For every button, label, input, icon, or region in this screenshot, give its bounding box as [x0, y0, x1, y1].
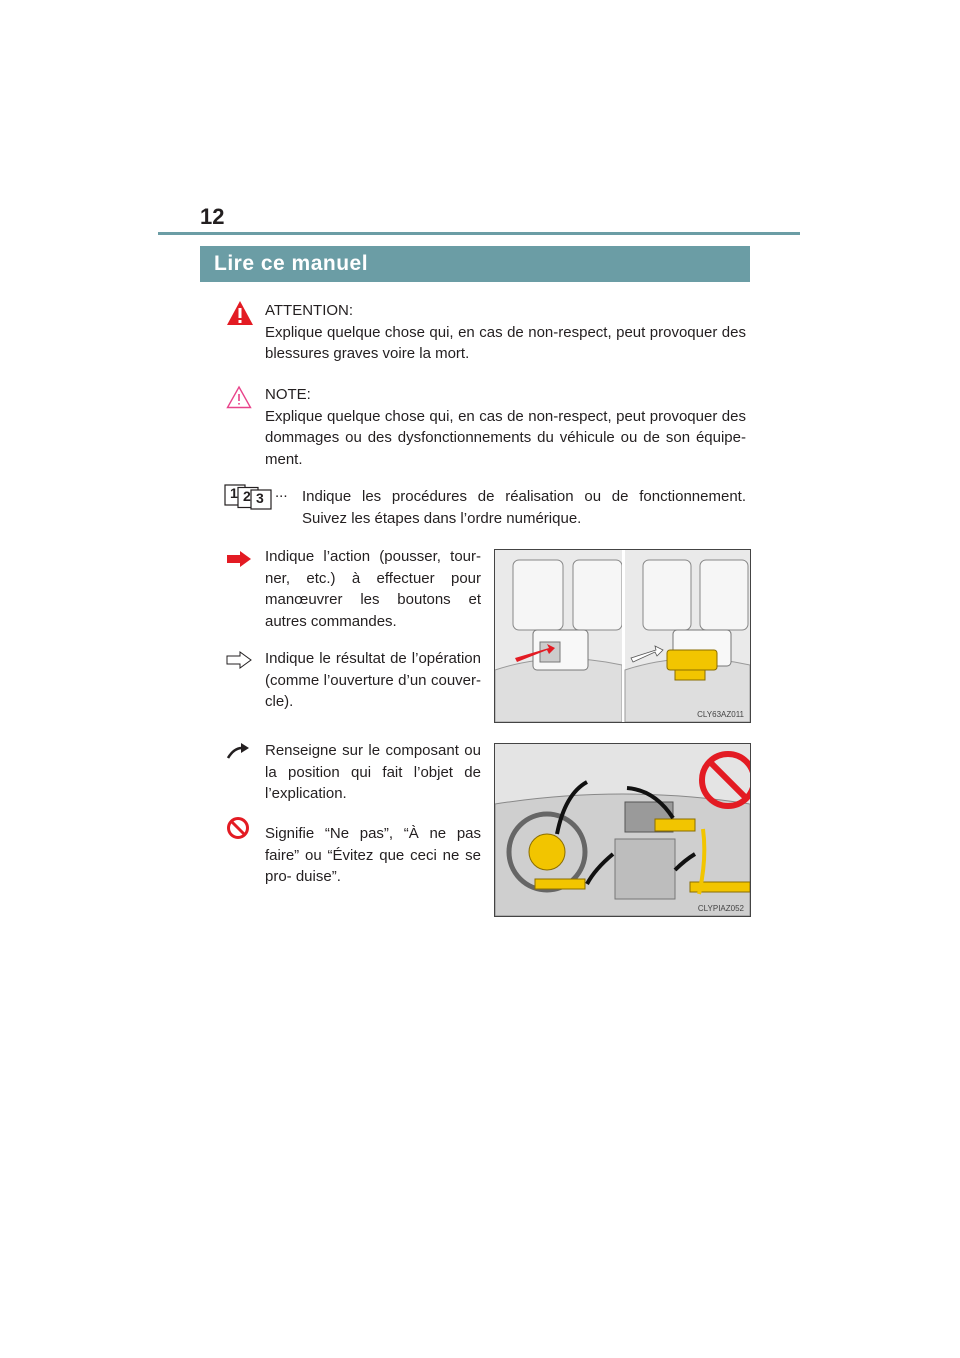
steps-ellipsis: ... [275, 484, 288, 501]
red-action-arrow-icon [226, 550, 252, 568]
steps-text: Indique les procédures de réalisation ou de fonctionnement. Suivez les étapes dans l’ordre numérique. [302, 488, 746, 527]
warning-outline-triangle-icon [226, 385, 252, 409]
figure-code-1: CLY63AZ011 [697, 710, 744, 719]
pointer-arrow-icon [226, 742, 250, 760]
page-number: 12 [200, 204, 225, 229]
warning-filled-triangle-icon [226, 300, 254, 326]
section-header: Lire ce manuel [200, 246, 750, 282]
pointer-text: Renseigne sur le composant ou la position qui fait l’objet de l’explication. [265, 742, 481, 802]
action-text: Indique l’action (pousser, tour- ner, etc.) à effectuer pour manœuvrer les boutons et autres commandes. [265, 548, 481, 630]
rear-armrest-illustration [495, 550, 750, 722]
outline-result-arrow-icon [226, 651, 252, 669]
prohibition-icon [226, 816, 250, 840]
attention-title: ATTENTION: [265, 302, 354, 319]
figure-code-2: CLYPIAZ052 [697, 904, 744, 913]
note-text: Explique quelque chose qui, en cas de non-respect, peut provoquer des dommages ou des dysfonctionnements du véhicule ou de son équipe- ment. [265, 407, 746, 468]
step-number-3: 3 [256, 490, 264, 506]
dashboard-illustration [495, 744, 750, 916]
figure-dashboard [494, 743, 751, 917]
step-number-2: 2 [243, 488, 251, 504]
result-text: Indique le résultat de l’opération (comme l’ouverture d’un couver- cle). [265, 650, 481, 710]
figure-rear-armrest [494, 549, 751, 723]
step-number-1: 1 [230, 485, 238, 501]
attention-text: Explique quelque chose qui, en cas de non-respect, peut provoquer des blessures graves voire la mort. [265, 323, 746, 362]
top-rule [158, 232, 800, 235]
prohibition-text: Signifie “Ne pas”, “À ne pas faire” ou “Évitez que ceci ne se pro- duise”. [265, 825, 481, 885]
note-title: NOTE: [265, 386, 311, 403]
